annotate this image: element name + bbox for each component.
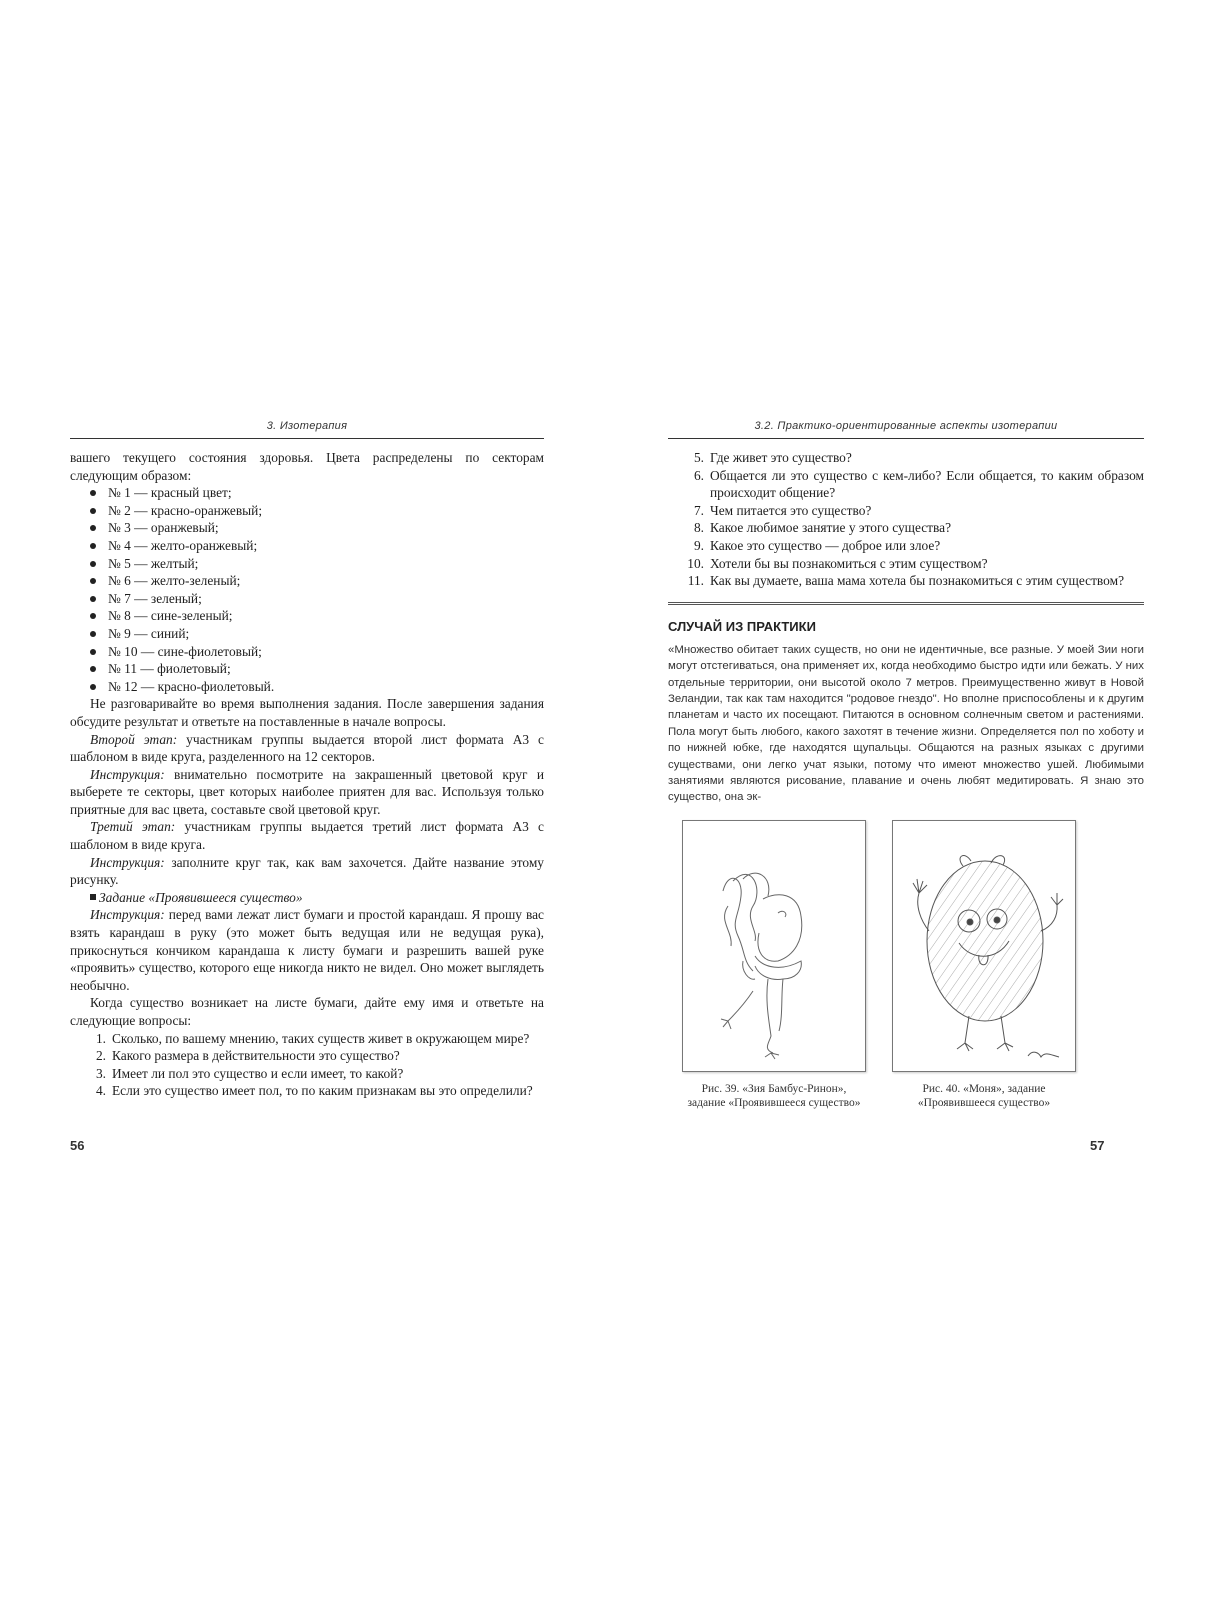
color-sector-list xyxy=(70,484,544,695)
page-number-left: 56 xyxy=(70,1138,85,1153)
instr-label: Инструкция: xyxy=(90,907,165,923)
question-item xyxy=(70,1065,544,1083)
color-sector-item xyxy=(90,484,544,502)
color-sector-item xyxy=(90,625,544,643)
bullet-icon xyxy=(90,649,96,655)
question-item xyxy=(668,449,1144,467)
bullet-icon xyxy=(90,525,96,531)
stage2-text: участникам группы выдается второй лист формата А3 с шаблоном в виде круга, разделенного на 12 секторов. xyxy=(70,731,544,765)
intro-paragraph: вашего текущего состояния здоровья. Цвета распределены по секторам следующим образом: xyxy=(70,450,544,483)
color-sector-text: № 2 — красно-оранжевый; xyxy=(108,502,263,518)
figures xyxy=(682,820,1142,1120)
color-sector-item xyxy=(90,660,544,678)
question-item xyxy=(70,1047,544,1065)
question-list-left xyxy=(70,1030,544,1100)
instr2-paragraph xyxy=(70,766,544,819)
color-sector-item xyxy=(90,607,544,625)
question-item xyxy=(668,572,1144,590)
color-sector-item xyxy=(90,502,544,520)
color-sector-item xyxy=(90,678,544,696)
creature-drawing-zia xyxy=(683,821,865,1071)
question-text: Имеет ли пол это существо и если имеет, то какой? xyxy=(112,1065,404,1081)
question-text: Какого размера в действительности это существо? xyxy=(112,1048,400,1064)
question-list-right xyxy=(668,449,1144,590)
creature-drawing-monya xyxy=(893,821,1075,1071)
question-number: 4. xyxy=(95,1083,106,1099)
figure-40-caption-line1: Рис. 40. «Моня», задание xyxy=(922,1083,1046,1095)
question-text: Общается ли это существо с кем-либо? Если общается, то каким образом происходит общение? xyxy=(710,467,1144,501)
bullet-icon xyxy=(90,578,96,584)
instr4-paragraph xyxy=(70,906,544,994)
question-item xyxy=(668,519,1144,537)
right-body xyxy=(668,449,1144,590)
color-sector-text: № 6 — желто-зеленый; xyxy=(108,573,241,589)
question-number: 10. xyxy=(687,555,704,571)
question-number: 2. xyxy=(95,1048,106,1064)
question-item xyxy=(668,555,1144,573)
question-item xyxy=(70,1030,544,1048)
question-text: Какое это существо — доброе или злое? xyxy=(710,537,941,553)
question-number: 9. xyxy=(693,537,704,553)
question-text: Если это существо имеет пол, то по каким признакам вы это определили? xyxy=(112,1083,533,1099)
color-sector-item xyxy=(90,572,544,590)
question-item xyxy=(668,467,1144,502)
question-number: 5. xyxy=(693,450,704,465)
bullet-icon xyxy=(90,508,96,514)
page-number-right: 57 xyxy=(1090,1138,1105,1153)
left-page xyxy=(70,420,544,1100)
question-text: Какое любимое занятие у этого существа? xyxy=(710,520,952,536)
bullet-icon xyxy=(90,596,96,602)
color-sector-item xyxy=(90,555,544,573)
color-sector-text: № 5 — желтый; xyxy=(108,555,199,571)
question-number: 3. xyxy=(95,1065,106,1081)
instr4-text: перед вами лежат лист бумаги и простой карандаш. Я прошу вас взять карандаш в руку (это может быть ведущая или не ведущая рука), прикоснуться кончиком карандаша к листу бумаги и разрешить вашей руке «проявить» существо, которого еще никогда никто не видел. Оно может выглядеть необычно. xyxy=(70,907,544,993)
stage3-text: участникам группы выдается третий лист формата А3 с шаблоном в виде круга. xyxy=(70,819,544,853)
stage3-paragraph xyxy=(70,818,544,853)
color-sector-text: № 3 — оранжевый; xyxy=(108,520,219,536)
right-page xyxy=(668,420,1144,806)
bullet-icon xyxy=(90,543,96,549)
figure-39-caption xyxy=(682,1082,866,1110)
case-study-box xyxy=(668,602,1144,806)
bullet-icon xyxy=(90,561,96,567)
when-paragraph: Когда существо возникает на листе бумаги, дайте ему имя и ответьте на следующие вопросы: xyxy=(70,995,544,1028)
color-sector-text: № 11 — фиолетовый; xyxy=(108,661,231,677)
question-number: 8. xyxy=(693,520,704,536)
figure-40-caption xyxy=(892,1082,1076,1110)
left-body xyxy=(70,449,544,1100)
color-sector-text: № 4 — желто-оранжевый; xyxy=(108,537,258,553)
square-bullet-icon xyxy=(90,894,96,900)
bullet-icon xyxy=(90,613,96,619)
bullet-icon xyxy=(90,684,96,690)
color-sector-text: № 1 — красный цвет; xyxy=(108,485,232,501)
question-text: Хотели бы вы познакомиться с этим существом? xyxy=(710,555,988,571)
figure-39 xyxy=(682,820,866,1110)
stage2-label: Второй этап: xyxy=(90,731,178,747)
discuss-paragraph: Не разговаривайте во время выполнения задания. После завершения задания обсудите результат и ответьте на поставленные в начале вопросы. xyxy=(70,696,544,729)
question-text: Сколько, по вашему мнению, таких существ живет в окружающем мире? xyxy=(112,1030,530,1046)
figure-39-caption-line2: задание «Проявившееся существо» xyxy=(687,1097,861,1109)
running-head-right: 3.2. Практико-ориентированные аспекты изотерапии xyxy=(668,420,1144,439)
question-number: 1. xyxy=(95,1030,106,1046)
figure-40-frame xyxy=(892,820,1076,1072)
color-sector-text: № 10 — сине-фиолетовый; xyxy=(108,643,262,659)
figure-40-caption-line2: «Проявившееся существо» xyxy=(917,1097,1051,1109)
instr2-text: внимательно посмотрите на закрашенный цветовой круг и выберете те секторы, цвет которых наиболее приятен для вас. Используя только приятные для вас цвета, составьте свой цветовой круг. xyxy=(70,766,544,817)
question-item xyxy=(70,1082,544,1100)
question-text: Где живет это существо? xyxy=(710,450,852,465)
color-sector-item xyxy=(90,590,544,608)
stage3-label: Третий этап: xyxy=(90,819,176,835)
color-sector-item xyxy=(90,643,544,661)
question-text: Как вы думаете, ваша мама хотела бы познакомиться с этим существом? xyxy=(710,573,1125,589)
figure-39-caption-line1: Рис. 39. «Зия Бамбус-Ринон», xyxy=(701,1083,847,1095)
instr-label: Инструкция: xyxy=(90,854,165,870)
color-sector-item xyxy=(90,537,544,555)
stage2-paragraph xyxy=(70,731,544,766)
case-title: СЛУЧАЙ ИЗ ПРАКТИКИ xyxy=(668,618,816,634)
figure-40 xyxy=(892,820,1076,1110)
color-sector-text: № 9 — синий; xyxy=(108,625,190,641)
instr3-text: заполните круг так, как вам захочется. Дайте название этому рисунку. xyxy=(70,854,544,888)
question-item xyxy=(668,537,1144,555)
question-number: 7. xyxy=(693,502,704,518)
bullet-icon xyxy=(90,666,96,672)
color-sector-text: № 7 — зеленый; xyxy=(108,590,202,606)
running-head-left: 3. Изотерапия xyxy=(70,420,544,439)
question-text: Чем питается это существо? xyxy=(710,502,872,518)
question-item xyxy=(668,502,1144,520)
instr-label: Инструкция: xyxy=(90,766,165,782)
task-title xyxy=(70,889,544,907)
bullet-icon xyxy=(90,631,96,637)
question-number: 6. xyxy=(693,467,704,483)
instr3-paragraph xyxy=(70,854,544,889)
color-sector-text: № 12 — красно-фиолетовый. xyxy=(108,678,275,694)
color-sector-text: № 8 — сине-зеленый; xyxy=(108,608,233,624)
question-number: 11. xyxy=(687,573,704,589)
task-title-text: Задание «Проявившееся существо» xyxy=(99,889,303,905)
figure-39-frame xyxy=(682,820,866,1072)
bullet-icon xyxy=(90,490,96,496)
case-text: «Множество обитает таких существ, но они не идентичные, все разные. У моей Зии ноги могут отстегиваться, она применяет их, когда необходимо быстро идти или бежать. У них отдельные территории, они высотой около 7 метров. Преимущественно живут в Новой Зеландии, так как там находится "родовое гнездо". Но вполне приспособлены и к другим планетам и часто их посещают. Питаются в основном солнечным светом и растениями. Пола могут быть любого, какого захотят в течение жизни. Определяется пол по хоботу и по нижней юбке, где находятся щупальцы. Общаются на разных языках с другими существами, они легко учат языки, потому что имеют множество ушей. Любимыми занятиями являются рисование, плавание и очень любят медитировать. Я знаю это существо, она эк- xyxy=(668,643,1144,804)
color-sector-item xyxy=(90,519,544,537)
